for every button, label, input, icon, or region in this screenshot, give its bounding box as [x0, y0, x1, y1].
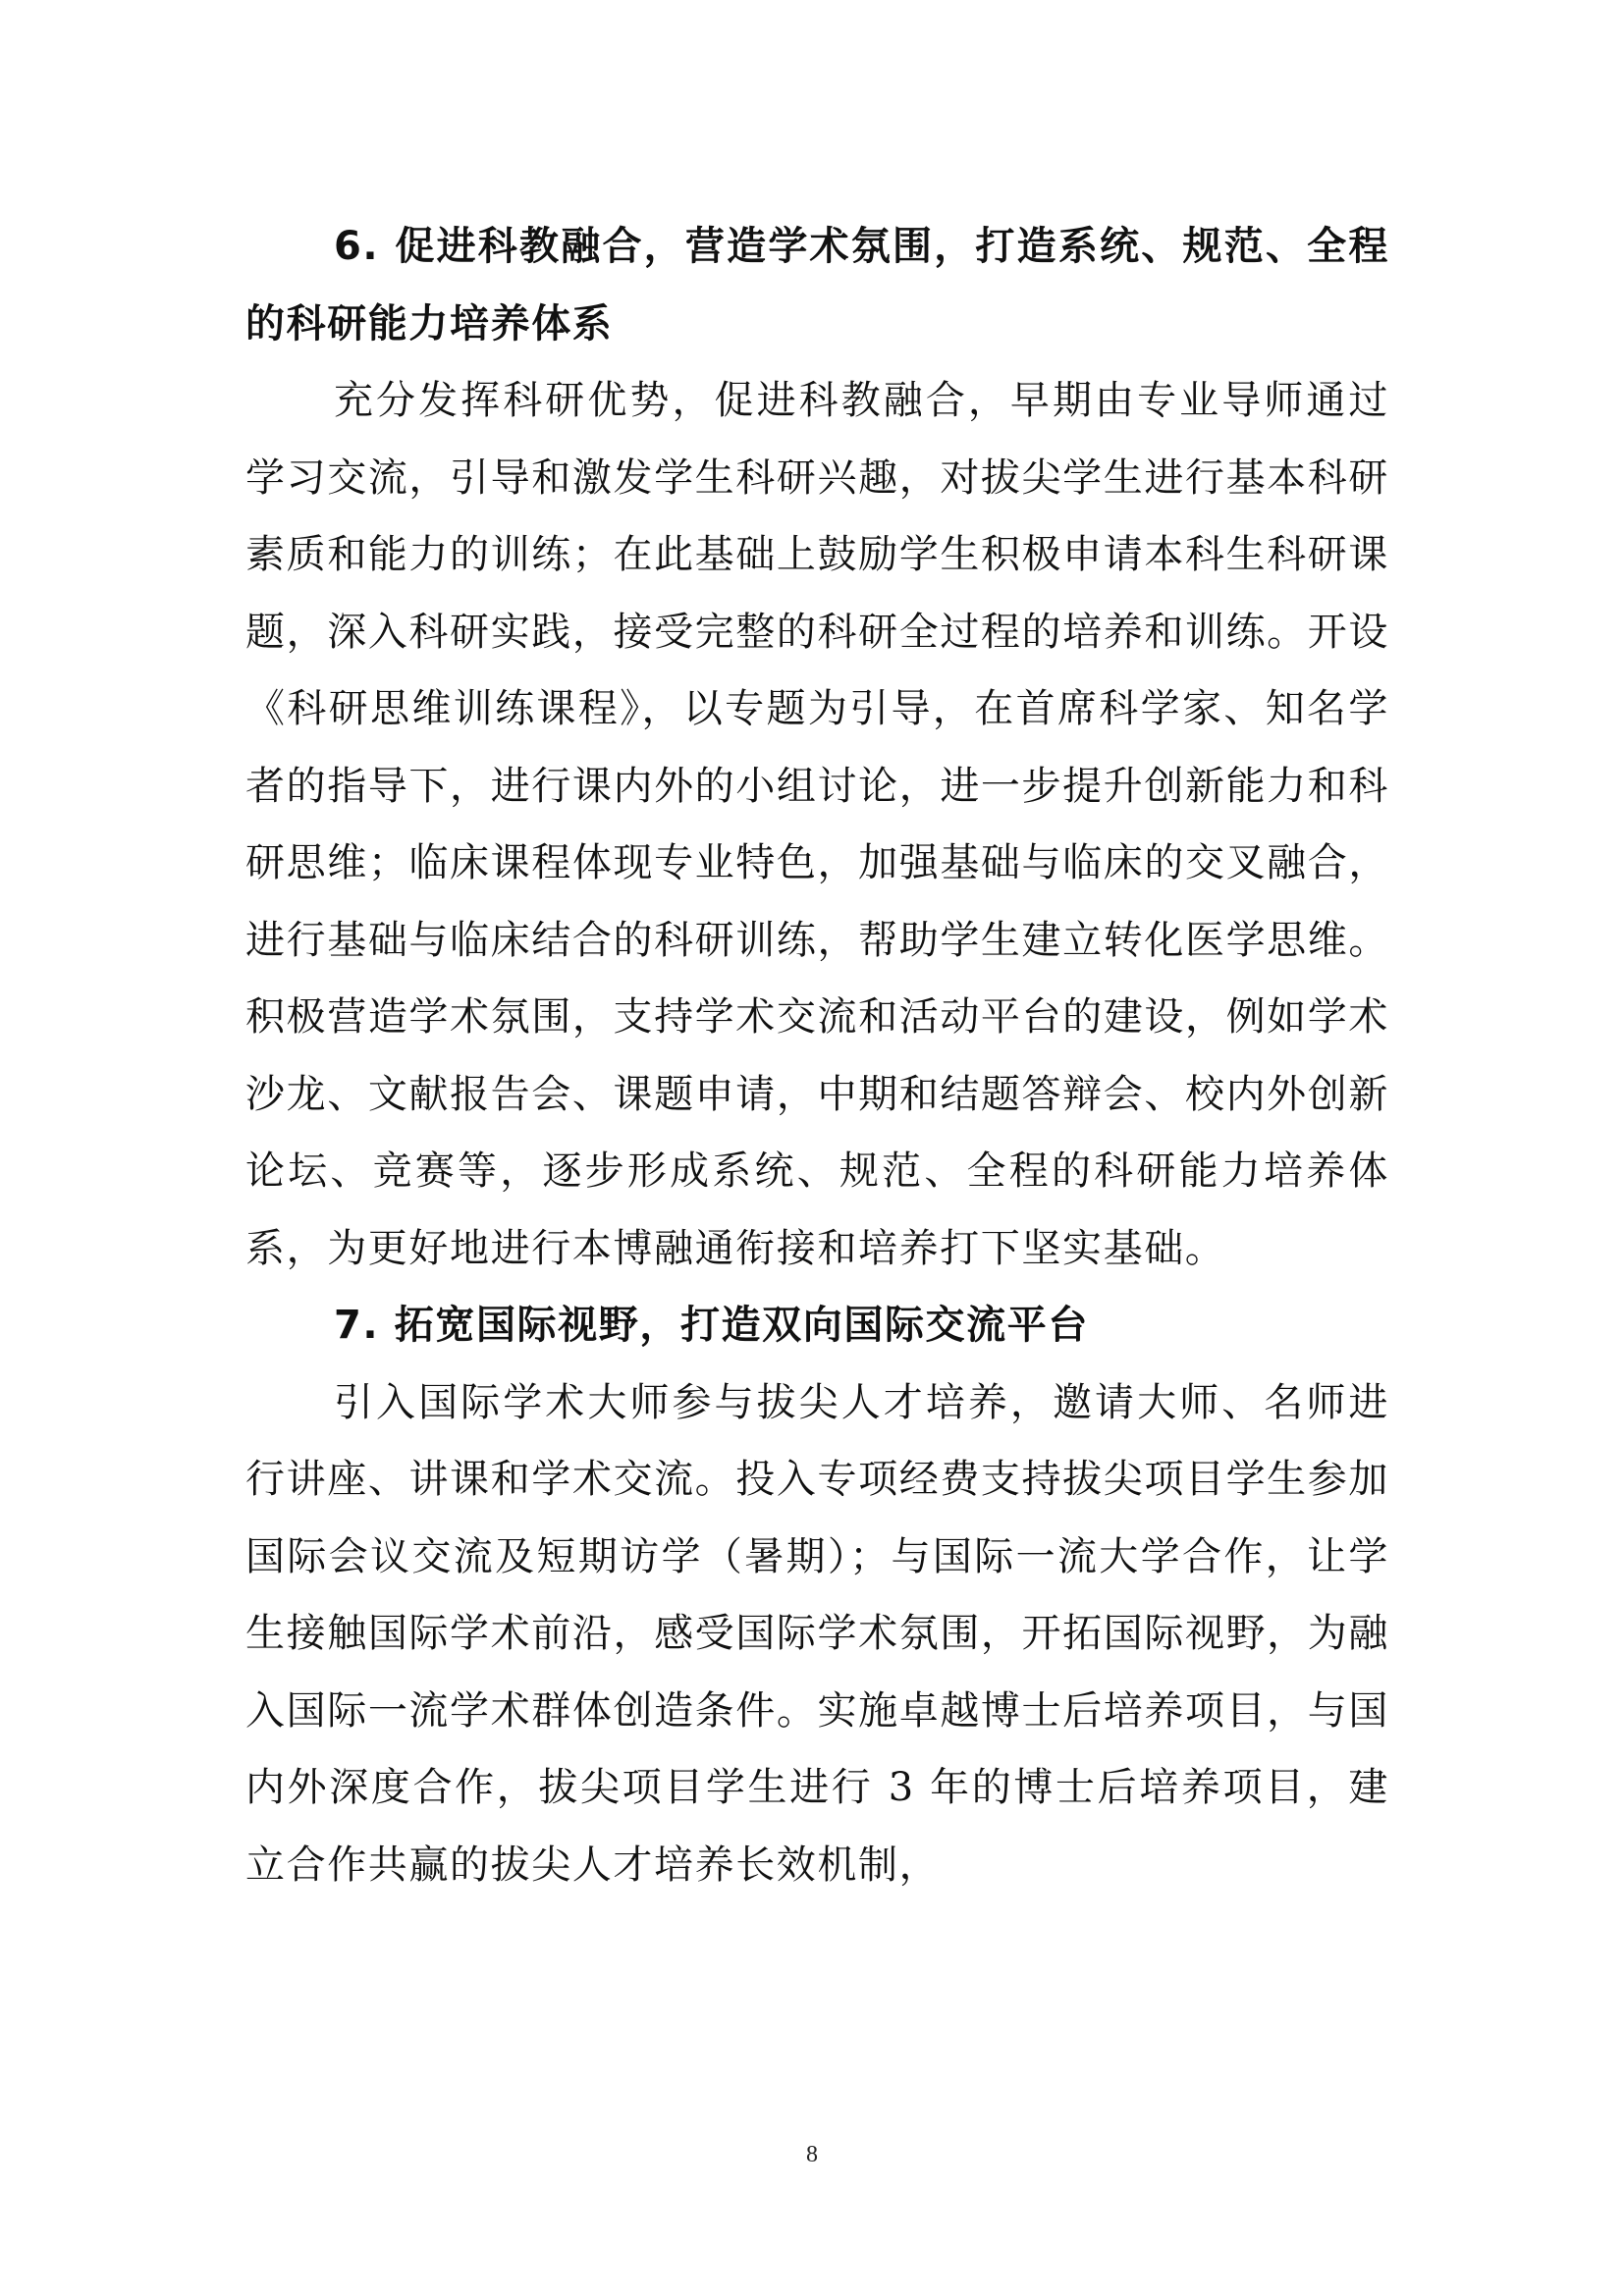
section-paragraph-7: 引入国际学术大师参与拔尖人才培养，邀请大师、名师进行讲座、讲课和学术交流。投入专项经费支持拔尖项目学生参加国际会议交流及短期访学（暑期）；与国际一流大学合作，让学生接触国际学术前沿，感受国际学术氛围，开拓国际视野，为融入国际一流学术群体创造条件。实施卓越博士后培养项目，与国内外深度合作，拔尖项目学生进行 3 年的博士后培养项目，建立合作共赢的拔尖人才培养长效机制，	[245, 1379, 1389, 1888]
section-heading-6: 6. 促进科教融合，营造学术氛围，打造系统、规范、全程的科研能力培养体系	[245, 224, 1389, 347]
page-number: 8	[806, 2142, 818, 2167]
page-body	[245, 208, 1389, 1903]
section-heading-7: 7. 拓宽国际视野，打造双向国际交流平台	[334, 1303, 1089, 1348]
section-paragraph-6: 充分发挥科研优势，促进科教融合，早期由专业导师通过学习交流，引导和激发学生科研兴趣，对拔尖学生进行基本科研素质和能力的训练；在此基础上鼓励学生积极申请本科生科研课题，深入科研实践，接受完整的科研全过程的培养和训练。开设《科研思维训练课程》，以专题为引导，在首席科学家、知名学者的指导下，进行课内外的小组讨论，进一步提升创新能力和科研思维；临床课程体现专业特色，加强基础与临床的交叉融合，进行基础与临床结合的科研训练，帮助学生建立转化医学思维。积极营造学术氛围，支持学术交流和活动平台的建设，例如学术沙龙、文献报告会、课题申请，中期和结题答辩会、校内外创新论坛、竞赛等，逐步形成系统、规范、全程的科研能力培养体系，为更好地进行本博融通衔接和培养打下坚实基础。	[245, 378, 1389, 1271]
